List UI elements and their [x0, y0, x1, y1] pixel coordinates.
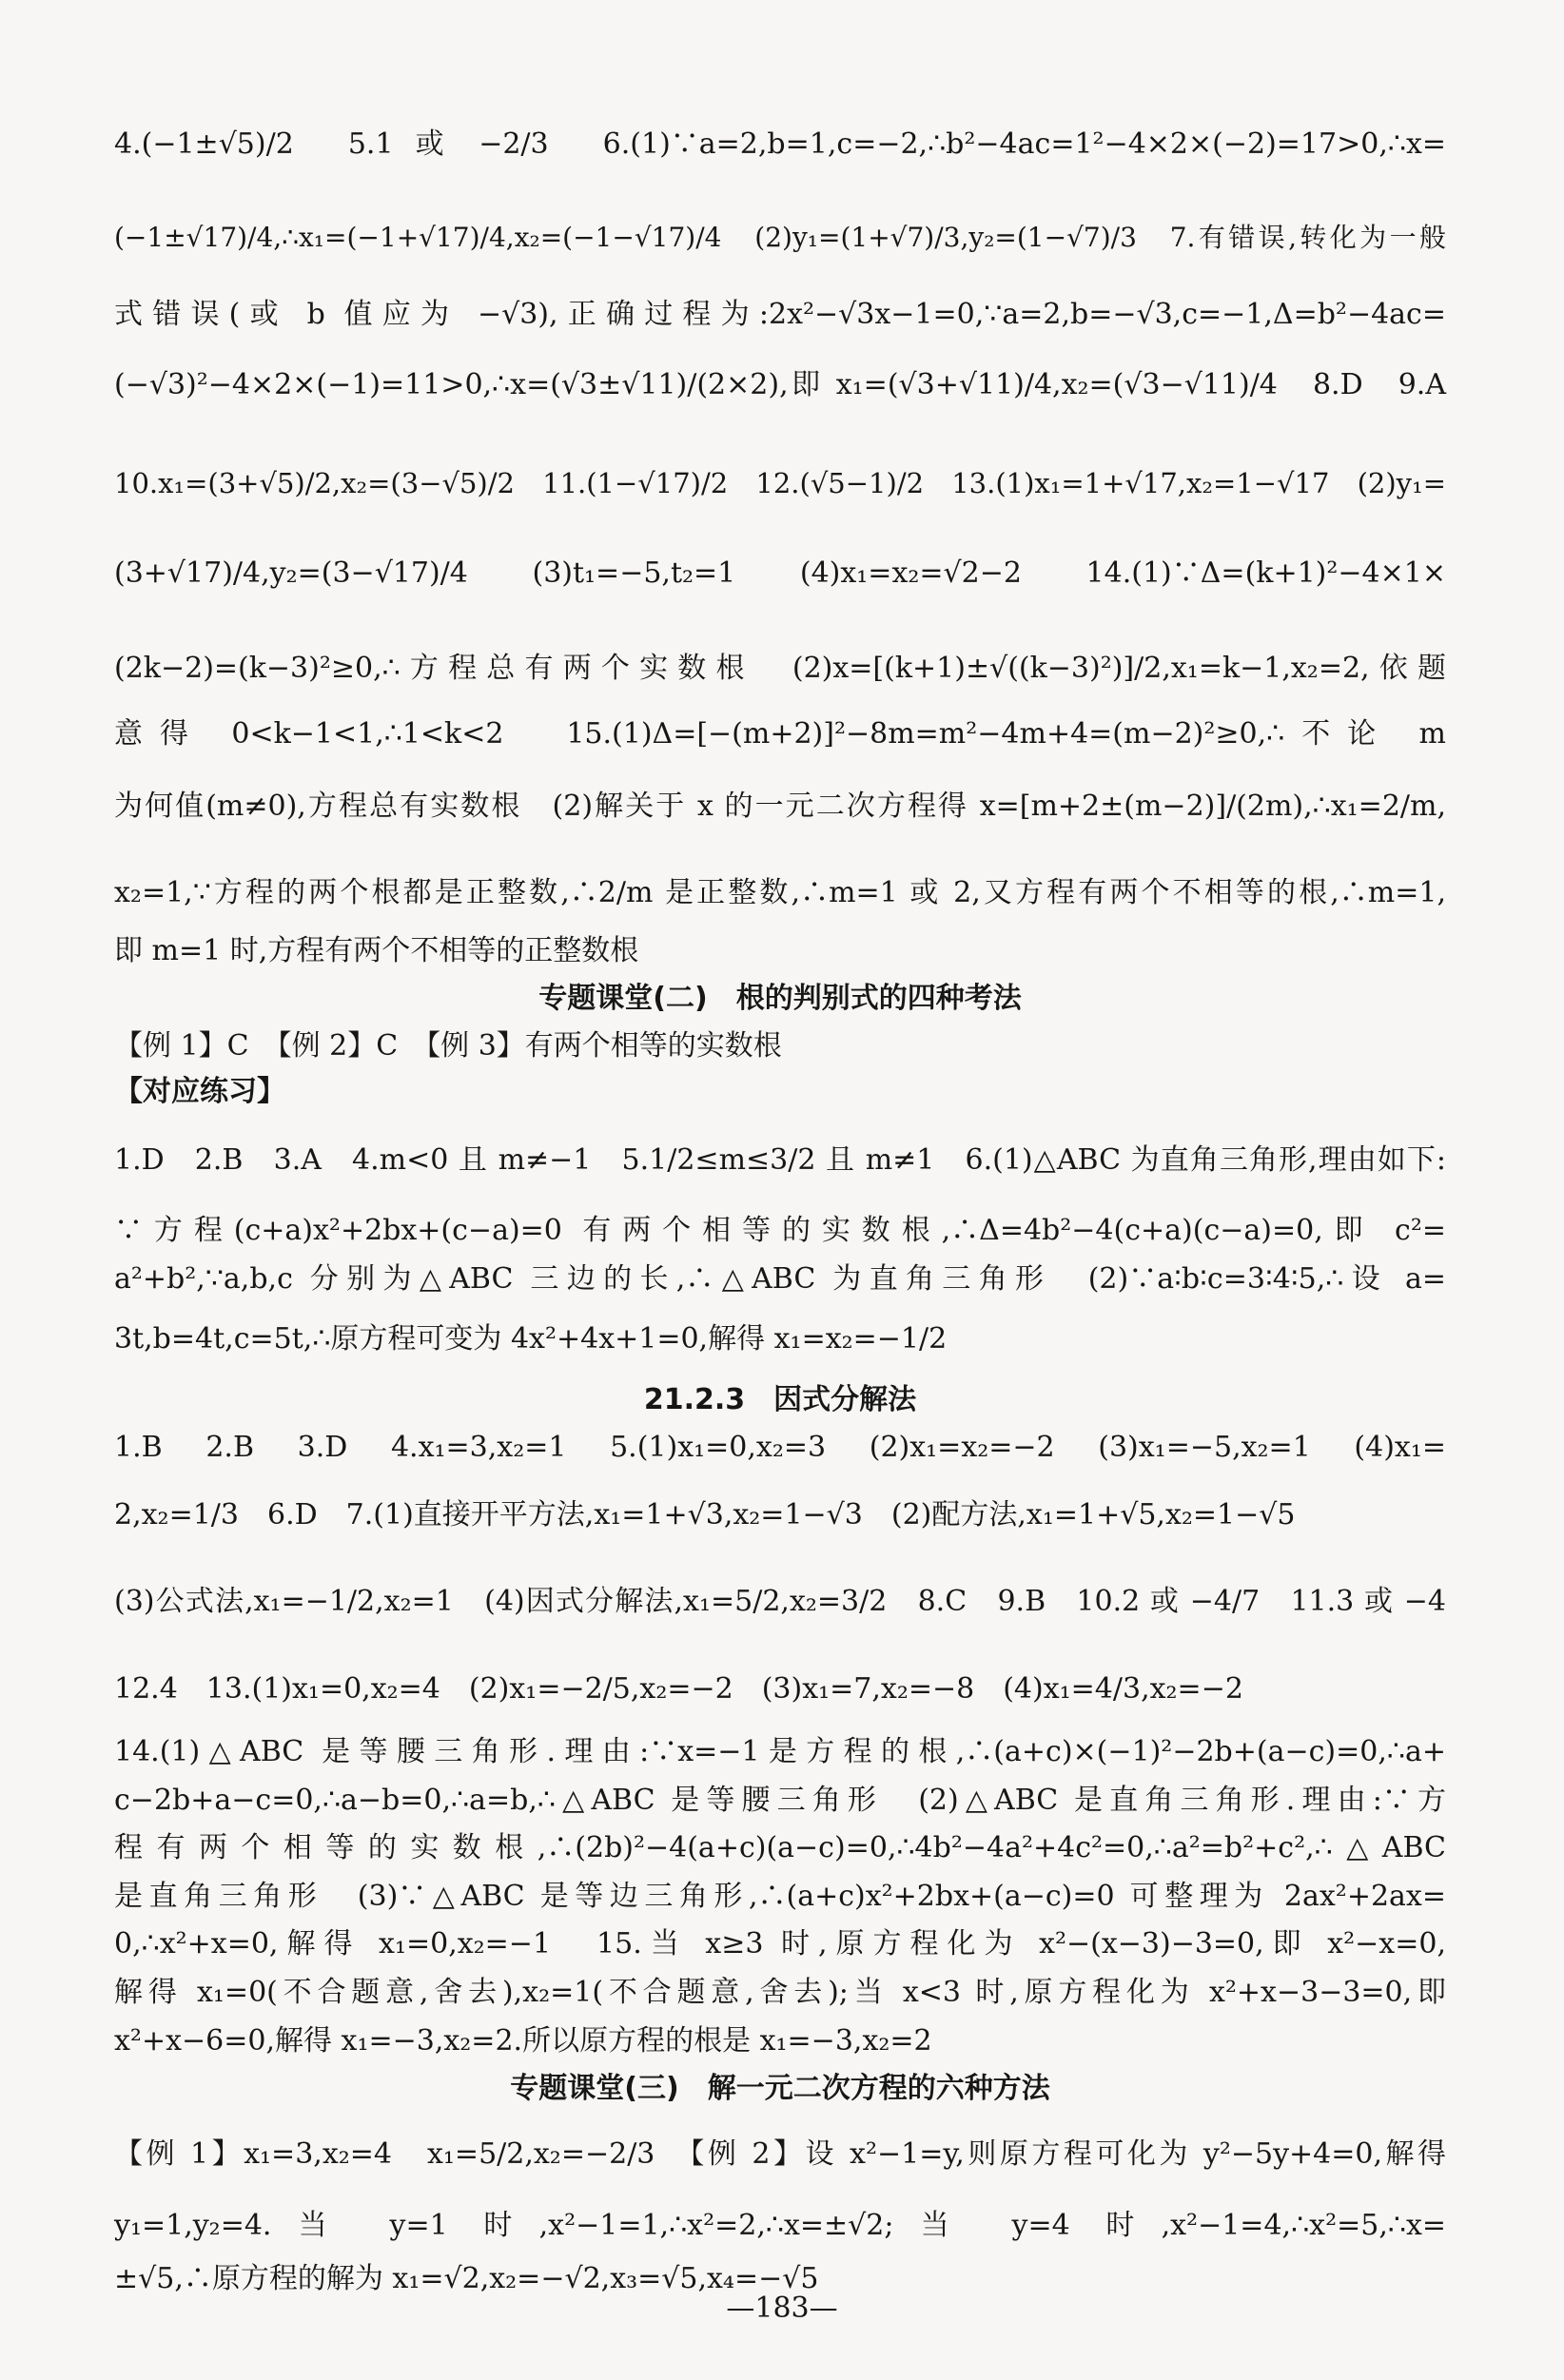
- practice-label: 【对应练习】: [114, 1075, 285, 1108]
- text-line: (−√3)²−4×2×(−1)=11>0,∴x=(√3±√11)/(2×2),即 x₁=(√3+√11)/4,x₂=(√3−√11)/4 8.D 9.A: [114, 368, 1446, 401]
- text-line: ±√5,∴原方程的解为 x₁=√2,x₂=−√2,x₃=√5,x₄=−√5: [114, 2262, 819, 2295]
- text-line: x₂=1,∵方程的两个根都是正整数,∴2/m 是正整数,∴m=1 或 2,又方程有两个不相等的根,∴m=1,: [114, 876, 1446, 909]
- text-line: x²+x−6=0,解得 x₁=−3,x₂=2.所以原方程的根是 x₁=−3,x₂=2: [114, 2024, 932, 2058]
- text-line: c−2b+a−c=0,∴a−b=0,∴a=b,∴△ABC 是等腰三角形 (2)△ABC 是直角三角形.理由:∵方: [114, 1784, 1446, 1817]
- section-heading: 专题课堂(二) 根的判别式的四种考法: [538, 982, 1022, 1015]
- text-line: 解得 x₁=0(不合题意,舍去),x₂=1(不合题意,舍去);当 x<3 时,原方程化为 x²+x−3−3=0,即: [114, 1976, 1446, 2009]
- text-line: 程有两个相等的实数根,∴(2b)²−4(a+c)(a−c)=0,∴4b²−4a²+4c²=0,∴a²=b²+c²,∴△ABC: [114, 1831, 1446, 1864]
- text-line: y₁=1,y₂=4.当 y=1 时,x²−1=1,∴x²=2,∴x=±√2;当 y=4 时,x²−1=4,∴x²=5,∴x=: [114, 2209, 1446, 2242]
- section-heading: 专题课堂(三) 解一元二次方程的六种方法: [510, 2072, 1050, 2105]
- text-line: 1.D 2.B 3.A 4.m<0 且 m≠−1 5.1/2≤m≤3/2 且 m≠1 6.(1)△ABC 为直角三角形,理由如下:: [114, 1143, 1446, 1177]
- text-line: 10.x₁=(3+√5)/2,x₂=(3−√5)/2 11.(1−√17)/2 12.(√5−1)/2 13.(1)x₁=1+√17,x₂=1−√17 (2)y₁=: [114, 467, 1446, 499]
- text-line: 式错误(或 b 值应为 −√3),正确过程为:2x²−√3x−1=0,∵a=2,b=−√3,c=−1,Δ=b²−4ac=: [114, 298, 1446, 331]
- text-line: 0,∴x²+x=0,解得 x₁=0,x₂=−1 15.当 x≥3 时,原方程化为 x²−(x−3)−3=0,即 x²−x=0,: [114, 1927, 1446, 1961]
- example-answers: 【例 1】C 【例 2】C 【例 3】有两个相等的实数根: [114, 1029, 782, 1063]
- text-line: 12.4 13.(1)x₁=0,x₂=4 (2)x₁=−2/5,x₂=−2 (3)x₁=7,x₂=−8 (4)x₁=4/3,x₂=−2: [114, 1672, 1243, 1706]
- text-line: 意得 0<k−1<1,∴1<k<2 15.(1)Δ=[−(m+2)]²−8m=m²−4m+4=(m−2)²≥0,∴不论 m: [114, 717, 1446, 751]
- text-line: (2k−2)=(k−3)²≥0,∴方程总有两个实数根 (2)x=[(k+1)±√((k−3)²)]/2,x₁=k−1,x₂=2,依题: [114, 652, 1446, 685]
- text-line: 2,x₂=1/3 6.D 7.(1)直接开平方法,x₁=1+√3,x₂=1−√3 (2)配方法,x₁=1+√5,x₂=1−√5: [114, 1498, 1296, 1531]
- section-heading: 21.2.3 因式分解法: [643, 1383, 917, 1416]
- text-line: a²+b²,∵a,b,c 分别为△ABC 三边的长,∴△ABC 为直角三角形 (2)∵a∶b∶c=3∶4∶5,∴设 a=: [114, 1262, 1446, 1296]
- text-line: 即 m=1 时,方程有两个不相等的正整数根: [114, 934, 639, 967]
- text-line: (−1±√17)/4,∴x₁=(−1+√17)/4,x₂=(−1−√17)/4 (2)y₁=(1+√7)/3,y₂=(1−√7)/3 7.有错误,转化为一般: [114, 222, 1446, 253]
- text-line: 3t,b=4t,c=5t,∴原方程可变为 4x²+4x+1=0,解得 x₁=x₂=−1/2: [114, 1322, 948, 1356]
- page-number: —183—: [726, 2292, 838, 2325]
- text-line: 1.B 2.B 3.D 4.x₁=3,x₂=1 5.(1)x₁=0,x₂=3 (2)x₁=x₂=−2 (3)x₁=−5,x₂=1 (4)x₁=: [114, 1431, 1446, 1464]
- text-line: 4.(−1±√5)/2 5.1 或 −2/3 6.(1)∵a=2,b=1,c=−2,∴b²−4ac=1²−4×2×(−2)=17>0,∴x=: [114, 127, 1446, 161]
- text-line: 是直角三角形 (3)∵△ABC 是等边三角形,∴(a+c)x²+2bx+(a−c)=0 可整理为 2ax²+2ax=: [114, 1880, 1446, 1913]
- text-line: 【例 1】x₁=3,x₂=4 x₁=5/2,x₂=−2/3 【例 2】设 x²−1=y,则原方程可化为 y²−5y+4=0,解得: [114, 2137, 1446, 2171]
- text-line: (3)公式法,x₁=−1/2,x₂=1 (4)因式分解法,x₁=5/2,x₂=3/2 8.C 9.B 10.2 或 −4/7 11.3 或 −4: [114, 1585, 1446, 1618]
- text-line: 为何值(m≠0),方程总有实数根 (2)解关于 x 的一元二次方程得 x=[m+2±(m−2)]/(2m),∴x₁=2/m,: [114, 790, 1446, 823]
- text-line: ∵方程(c+a)x²+2bx+(c−a)=0 有两个相等的实数根,∴Δ=4b²−4(c+a)(c−a)=0,即 c²=: [114, 1214, 1446, 1247]
- text-line: (3+√17)/4,y₂=(3−√17)/4 (3)t₁=−5,t₂=1 (4)x₁=x₂=√2−2 14.(1)∵Δ=(k+1)²−4×1×: [114, 556, 1446, 590]
- text-line: 14.(1)△ABC 是等腰三角形.理由:∵x=−1是方程的根,∴(a+c)×(−1)²−2b+(a−c)=0,∴a+: [114, 1735, 1446, 1768]
